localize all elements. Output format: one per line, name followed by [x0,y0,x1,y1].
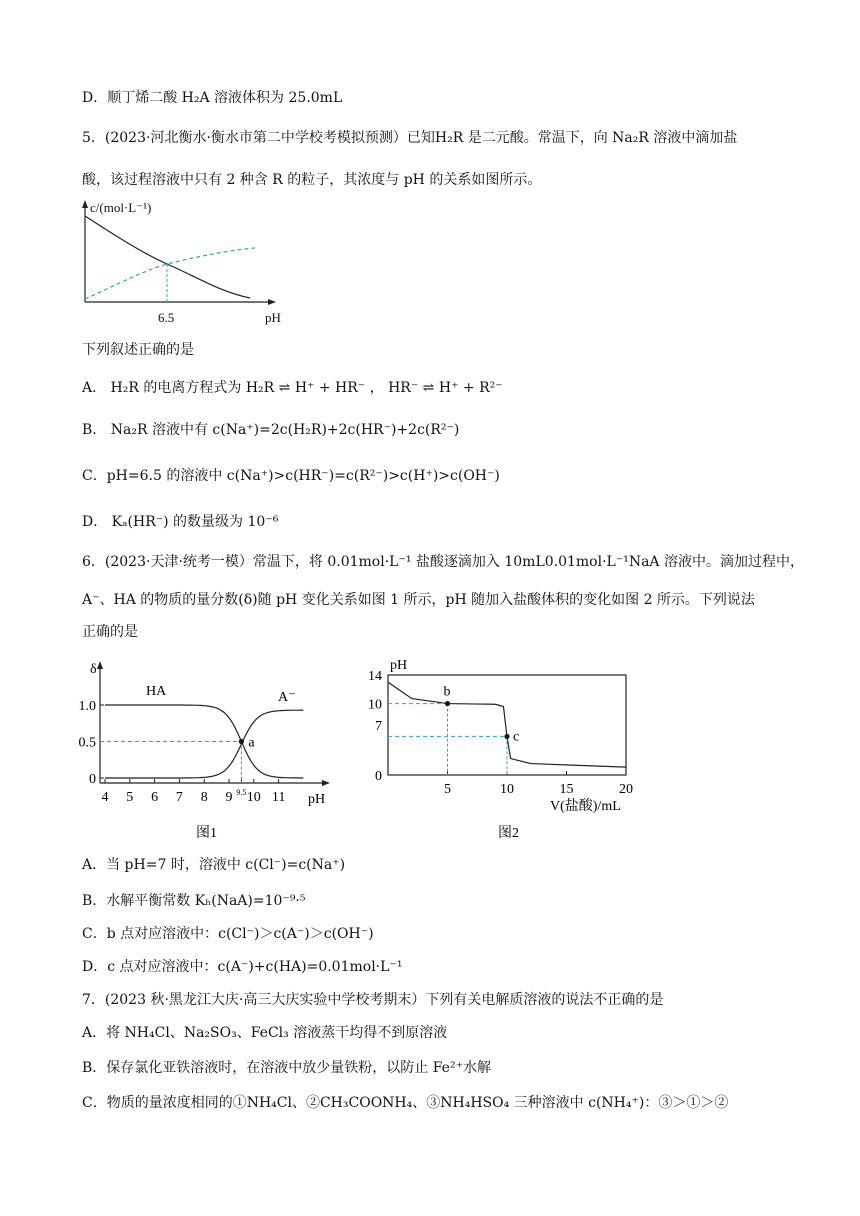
q6-option-b: B．水解平衡常数 Kₕ(NaA)=10⁻⁹·⁵ [82,893,306,909]
y-tick-label-10: 10 [368,697,382,713]
y-tick-label-0: 0 [375,769,382,784]
x-tick-label-4: 4 [101,790,109,805]
y-tick-label-7: 7 [375,719,382,734]
q5-option-a: A． H₂R 的电离方程式为 H₂R ⇌ H⁺ + HR⁻ ， HR⁻ ⇌ H⁺ + R²⁻ [82,380,503,396]
q-prev-option-d: D．顺丁烯二酸 H₂A 溶液体积为 25.0mL [82,90,343,106]
q6-figure2 [362,655,652,840]
q5-option-c: C．pH=6.5 的溶液中 c(Na⁺)>c(HR⁻)=c(R²⁻)>c(H⁺)>c(OH⁻) [82,468,500,484]
q5-stem-line2: 酸，该过程溶液中只有 2 种含 R 的粒子，其浓度与 pH 的关系如图所示。 [82,172,542,188]
x-tick-label-11: 11 [271,790,286,805]
point-c [504,734,509,739]
series-label-HA: HA [146,684,167,699]
q7-option-a: A．将 NH₄Cl、Na₂SO₃、FeCl₃ 溶液蒸干均得不到原溶液 [82,1025,448,1041]
q5-prompt: 下列叙述正确的是 [82,342,194,358]
point-b [445,701,450,706]
q5-stem-line1: 5．(2023·河北衡水·衡水市第二中学校考模拟预测）已知H₂R 是二元酸。常温下，向 Na₂R 溶液中滴加盐 [82,130,738,146]
fig1-caption: 图1 [196,826,217,841]
x-tick-label-6: 6 [151,790,159,805]
point-label-a: a [248,735,255,751]
q7-option-c: C．物质的量浓度相同的①NH₄Cl、②CH₃COONH₄、③NH₄HSO₄ 三种溶液中 c(NH₄⁺)：③＞①＞② [82,1095,729,1111]
q6-figure1 [78,655,342,841]
x-axis-label: pH [265,310,281,325]
q5-option-d: D． Kₐ(HR⁻) 的数量级为 10⁻⁶ [82,514,279,530]
x-axis-arrow [268,299,276,305]
y-axis-label: δ [90,662,97,677]
x-tick-6-5: 6.5 [158,310,175,325]
point-label-c: c [513,729,520,745]
x-tick-label-7: 7 [175,790,183,805]
x-tick-label-9.5: 9.5 [236,788,247,797]
x-tick-label-10: 10 [246,790,261,805]
y-tick-label-1.0: 1.0 [78,699,96,714]
y-axis-label: pH [390,658,408,673]
x-tick-label-5: 5 [126,790,134,805]
x-axis-label: V(盐酸)/mL [550,799,621,814]
point-a [239,739,244,744]
q6-stem-line2: A⁻、HA 的物质的量分数(δ)随 pH 变化关系如图 1 所示，pH 随加入盐酸体积的变化如图 2 所示。下列说法 [82,592,755,608]
y-axis-arrow [82,200,88,208]
x-tick-label-10: 10 [500,782,514,797]
q6-option-a: A．当 pH=7 时，溶液中 c(Cl⁻)=c(Na⁺) [82,857,346,873]
q6-stem-line3: 正确的是 [82,624,138,640]
x-tick-label-15: 15 [559,782,574,797]
y-tick-label-0.5: 0.5 [78,735,96,751]
y-tick-label-14: 14 [368,669,382,684]
q6-stem-line1: 6．(2023·天津·统考一模）常温下，将 0.01mol·L⁻¹ 盐酸逐滴加入 10mL0.01mol·L⁻¹NaA 溶液中。滴加过程中， [82,554,804,570]
x-tick-label-20: 20 [619,782,633,797]
q5-option-b: B． Na₂R 溶液中有 c(Na⁺)=2c(H₂R)+2c(HR⁻)+2c(R²⁻) [82,422,460,438]
x-tick-label-5: 5 [444,782,451,797]
fig2-y-ticks [368,669,382,784]
x-tick-label-9: 9 [225,790,233,805]
y-tick-label-0: 0 [89,772,96,787]
q7-stem: 7．(2023 秋·黑龙江大庆·高三大庆实验中学校考期末）下列有关电解质溶液的说法不正确的是 [82,992,664,1008]
plot-frame [388,675,626,775]
series-dashed-curve [85,248,255,299]
q6-option-c: C．b 点对应溶液中：c(Cl⁻)＞c(A⁻)＞c(OH⁻) [82,926,374,942]
point-label-b: b [443,684,451,700]
q7-option-b: B．保存氯化亚铁溶液时，在溶液中放少量铁粉，以防止 Fe²⁺水解 [82,1060,491,1076]
fig2-caption: 图2 [498,826,519,841]
x-axis-label: pH [308,792,326,807]
series-line-HA [105,705,303,778]
series-line-A [105,710,303,778]
y-axis-label: c/(mol·L⁻¹) [90,200,152,215]
q6-option-d: D．c 点对应溶液中：c(A⁻)+c(HA)=0.01mol·L⁻¹ [82,959,403,975]
series-label-A: A⁻ [278,690,296,705]
q5-chart [70,196,300,331]
x-tick-label-8: 8 [200,790,208,805]
